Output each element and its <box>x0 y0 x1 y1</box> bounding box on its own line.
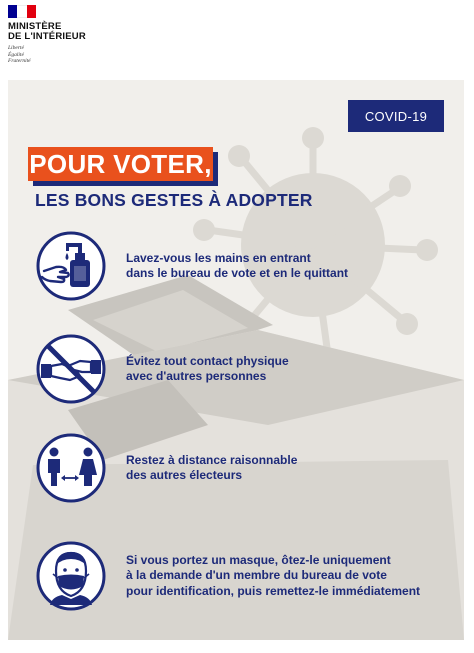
mask-icon <box>36 541 106 611</box>
motto-egalite: Égalité <box>8 51 24 58</box>
handwash-icon <box>36 231 106 301</box>
page-header <box>0 0 474 80</box>
motto-fraternite: Fraternité <box>8 58 31 64</box>
instruction-distance-text: Restez à distance raisonnable des autres électeurs <box>126 452 298 482</box>
instruction-handwash <box>36 231 446 301</box>
poster-title: POUR VOTER, <box>28 147 213 181</box>
french-flag-icon <box>8 5 36 18</box>
instruction-mask-text: Si vous portez un masque, ôtez-le uniquement à la demande d'un membre du bureau de vote pour identification, puis remettez-le immédiatement <box>126 552 421 598</box>
instruction-no-contact <box>36 334 446 404</box>
ministry-name-line1: MINISTÈRE <box>8 21 62 32</box>
distance-icon <box>36 433 106 503</box>
motto-liberte: Liberté <box>8 45 24 51</box>
poster-subtitle: LES BONS GESTES À ADOPTER <box>35 190 313 210</box>
republic-motto <box>8 45 86 65</box>
instruction-handwash-text: Lavez-vous les mains en entrant dans le bureau de vote et en le quittant <box>126 250 349 280</box>
covid-voting-poster <box>8 80 464 640</box>
instruction-distance <box>36 433 446 503</box>
instruction-mask <box>36 541 446 611</box>
ministry-logo <box>8 5 86 65</box>
ministry-name-line2: DE L'INTÉRIEUR <box>8 31 86 42</box>
covid-badge: COVID-19 <box>348 100 444 132</box>
no-handshake-icon <box>36 334 106 404</box>
ministry-name <box>8 22 86 42</box>
instruction-no-contact-text: Évitez tout contact physique avec d'autres personnes <box>126 353 289 383</box>
